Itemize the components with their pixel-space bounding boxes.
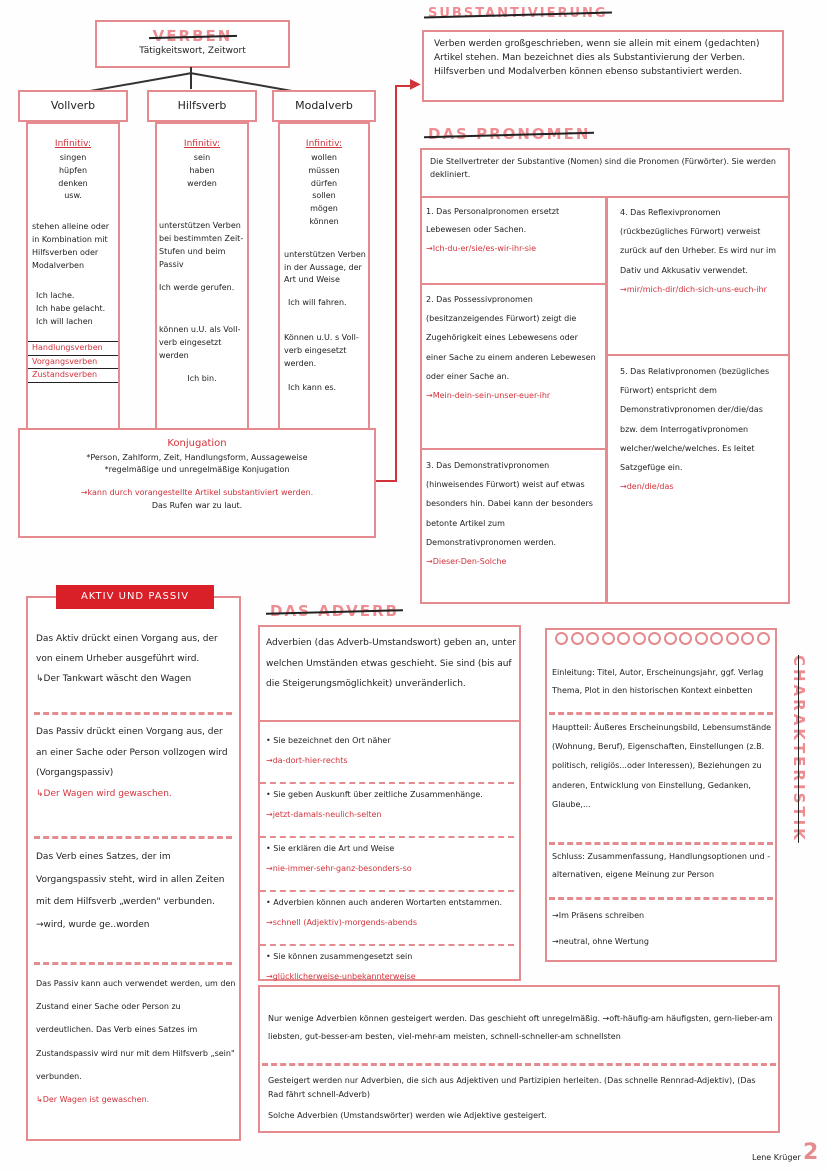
aktiv-block-1: Das Aktiv drückt einen Vorgang aus, der von einem Urheber ausgeführt wird. ↳Der Tankwart wäscht den Wagen bbox=[36, 634, 218, 684]
verben-subtitle: Tätigkeitswort, Zeitwort bbox=[139, 46, 246, 56]
substantivierung-title: SUBSTANTIVIERUNG bbox=[428, 6, 608, 21]
pronomen-item-4: 4. Das Reflexivpronomen (rückbezügliches Fürwort) verweist zurück auf den Urheber. Es wird nur im Dativ und Akkusativ verwendet. →mir/mich-dir/dich-sich-uns-euch-ihr bbox=[620, 208, 777, 294]
adverb-point: • Sie können zusammengesetzt sein →glücklicherweise-unbekannterweise bbox=[266, 952, 416, 981]
infinitiv-item: denken bbox=[58, 178, 88, 188]
notebook-ring bbox=[555, 632, 568, 645]
page-number: 2 bbox=[803, 1140, 819, 1165]
hilfsverb-header: Hilfsverb bbox=[147, 90, 257, 122]
pronomen-item-3: 3. Das Demonstrativpronomen (hinweisendes Fürwort) weist auf etwas besonders hin. Dabei kann der besonders betonte Artikel zum Demonstrativpronomen werden. →Dieser-Den-Solche bbox=[426, 461, 593, 566]
vollverb-infinitiv-list bbox=[28, 152, 118, 203]
infinitiv-item: singen bbox=[59, 152, 87, 162]
passiv-block-3: Das Verb eines Satzes, der im Vorgangspassiv steht, wird in allen Zeiten mit dem Hilfsverb „werden" verbunden. →wird, wurde ge..worden bbox=[36, 852, 225, 930]
konjugation-box: Konjugation *Person, Zahlform, Zeit, Handlungsform, Aussageweise *regelmäßige und unregelmäßige Konjugation →kann durch vorangestellte Artikel substantiviert werden. Das Rufen war zu laut. bbox=[18, 428, 376, 538]
adverb-steigerung-1: Nur wenige Adverbien können gesteigert werden. Das geschieht oft unregelmäßig. →oft-häufig-am häufigsten, gern-lieber-am liebsten, gut-besser-am besten, viel-mehr-am meisten, schnell-schneller-am schnellsten bbox=[268, 1014, 773, 1042]
charakteristik-einleitung: Einleitung: Titel, Autor, Erscheinungsjahr, ggf. Verlag Thema, Plot in den historischen Kontext einbetten bbox=[552, 668, 764, 695]
pronomen-item-5: 5. Das Relativpronomen (bezügliches Fürwort) entspricht dem Demonstrativpronomen der/die/das bzw. dem Interrogativpronomen welcher/welche/welches. Es leitet Satzgefüge ein. →den/die/das bbox=[620, 367, 770, 492]
infinitiv-item: haben bbox=[189, 165, 215, 175]
adverb-point: • Sie bezeichnet den Ort näher →da-dort-hier-rechts bbox=[266, 736, 391, 765]
infinitiv-item: müssen bbox=[308, 165, 340, 175]
verben-title-box bbox=[95, 20, 290, 68]
notebook-ring bbox=[633, 632, 646, 645]
infinitiv-item: sein bbox=[193, 152, 211, 162]
modalverb-header: Modalverb bbox=[272, 90, 376, 122]
notebook-ring bbox=[602, 632, 615, 645]
infinitiv-item: werden bbox=[187, 178, 217, 188]
substantivierung-box: Verben werden großgeschrieben, wenn sie allein mit einem (gedachten) Artikel stehen. Man bezeichnet dies als Substantivierung der Verben. Hilfsverben und Modalverben können ebenso substantiviert werden. bbox=[422, 30, 784, 102]
adverb-point: • Sie erklären die Art und Weise →nie-immer-sehr-ganz-besonders-so bbox=[266, 844, 412, 873]
example-sentence: Ich lache. bbox=[36, 291, 75, 301]
notebook-ring bbox=[586, 632, 599, 645]
notebook-ring bbox=[571, 632, 584, 645]
infinitiv-item: dürfen bbox=[310, 178, 338, 188]
notebook-ring bbox=[695, 632, 708, 645]
notebook-ring bbox=[617, 632, 630, 645]
notebook-ring bbox=[741, 632, 754, 645]
notebook-ring bbox=[726, 632, 739, 645]
notebook-ring bbox=[648, 632, 661, 645]
infinitiv-item: wollen bbox=[311, 152, 337, 162]
charakteristik-note-1: →Im Präsens schreiben bbox=[552, 911, 645, 920]
adverb-steigerung-2: Gesteigert werden nur Adverbien, die sich aus Adjektiven und Partizipien herleiten. (Das schnelle Rennrad-Adjektiv), (Das Rad fährt schnell-Adverb) bbox=[268, 1076, 756, 1100]
adverb-steigerung-3: Solche Adverbien (Umstandswörter) werden wie Adjektive gesteigert. bbox=[268, 1111, 547, 1120]
vollverb-header: Vollverb bbox=[18, 90, 128, 122]
charakteristik-note-2: →neutral, ohne Wertung bbox=[552, 937, 649, 946]
author-name: Lene Krüger bbox=[752, 1153, 801, 1162]
adverb-points bbox=[266, 734, 516, 998]
notebook-ring bbox=[679, 632, 692, 645]
hilfsverb-column: Infinitiv: sein haben werden unterstützen Verben bei bestimmten Zeit-Stufen und beim Passiv Ich werde gerufen. können u.U. als Voll-verb eingesetzt werden Ich bin. bbox=[155, 122, 249, 430]
aktiv-passiv-title: AKTIV UND PASSIV bbox=[56, 585, 214, 609]
infinitiv-item: sollen bbox=[312, 191, 336, 201]
adverb-intro: Adverbien (das Adverb-Umstandswort) geben an, unter welchen Umständen etwas geschieht. Sie sind (bis auf die Steigerungsmöglichkeit) unveränderlich. bbox=[266, 638, 516, 690]
vollverb-column: Infinitiv: singen hüpfen denken usw. stehen alleine oder in Kombination mit Hilfsverben oder Modalverben Ich lache. Ich habe gelacht. Ich will lachen Handlungsverben Vorgangsverben Zustandsverben bbox=[26, 122, 120, 430]
infinitiv-item: können bbox=[309, 216, 339, 226]
charakteristik-hauptteil: Hauptteil: Äußeres Erscheinungsbild, Lebensumstände (Wohnung, Beruf), Eigenschaften, Einstellungen (z.B. politisch, religiös...oder Interessen), Beziehungen zu anderen, Entwicklung von Einstellung, Gedanken, Glaube,... bbox=[552, 723, 772, 809]
adverb-point: • Adverbien können auch anderen Wortarten entstammen. →schnell (Adjektiv)-morgends-abends bbox=[266, 898, 503, 927]
example-sentence: Ich habe gelacht. bbox=[36, 304, 106, 314]
pronomen-box: Die Stellvertreter der Substantive (Nomen) sind die Pronomen (Fürwörter). Sie werden dekliniert. bbox=[420, 148, 790, 604]
notebook-ring bbox=[710, 632, 723, 645]
notebook-ring bbox=[664, 632, 677, 645]
adverb-title: DAS ADVERB bbox=[270, 602, 399, 620]
pronomen-title: DAS PRONOMEN bbox=[428, 125, 591, 143]
charakteristik-schluss: Schluss: Zusammenfassung, Handlungsoptionen und -alternativen, eigene Meinung zur Person bbox=[552, 852, 771, 879]
passiv-block-2: Das Passiv drückt einen Vorgang aus, der an einer Sache oder Person vollzogen wird (Vorgangspassiv) ↳Der Wagen wird gewaschen. bbox=[36, 727, 228, 800]
notebook-ring bbox=[757, 632, 770, 645]
pronomen-item-1: 1. Das Personalpronomen ersetzt Lebewesen oder Sachen. →Ich-du-er/sie/es-wir-ihr-sie bbox=[426, 207, 560, 253]
example-sentence: Ich will lachen bbox=[36, 316, 93, 326]
infinitiv-item: mögen bbox=[310, 204, 338, 214]
adverb-point: • Sie geben Auskunft über zeitliche Zusammenhänge. →jetzt-damals-neulich-selten bbox=[266, 790, 483, 819]
passiv-block-4: Das Passiv kann auch verwendet werden, um den Zustand einer Sache oder Person zu verdeutlichen. Das Verb eines Satzes im Zustandspassiv wird nur mit dem Hilfsverb „sein" verbunden. ↳Der Wagen ist gewaschen. bbox=[36, 979, 236, 1104]
pronomen-item-2: 2. Das Possessivpronomen (besitzanzeigendes Fürwort) zeigt die Zugehörigkeit eines Lebewesens oder einer Sache zu einem anderen Lebewesen oder einer Sache an. →Mein-dein-sein-unser-euer-ihr bbox=[426, 295, 596, 400]
charakteristik-title: CHARAKTERISTIK bbox=[790, 655, 808, 843]
verben-title: VERBEN bbox=[152, 27, 233, 45]
modalverb-column: Infinitiv: wollen müssen dürfen sollen mögen können unterstützen Verben in der Aussage, der Art und Weise Ich will fahren. Können u.U. s Voll-verb eingesetzt werden. Ich kann es. bbox=[278, 122, 370, 430]
infinitiv-item: usw. bbox=[64, 191, 82, 201]
infinitiv-item: hüpfen bbox=[58, 165, 88, 175]
